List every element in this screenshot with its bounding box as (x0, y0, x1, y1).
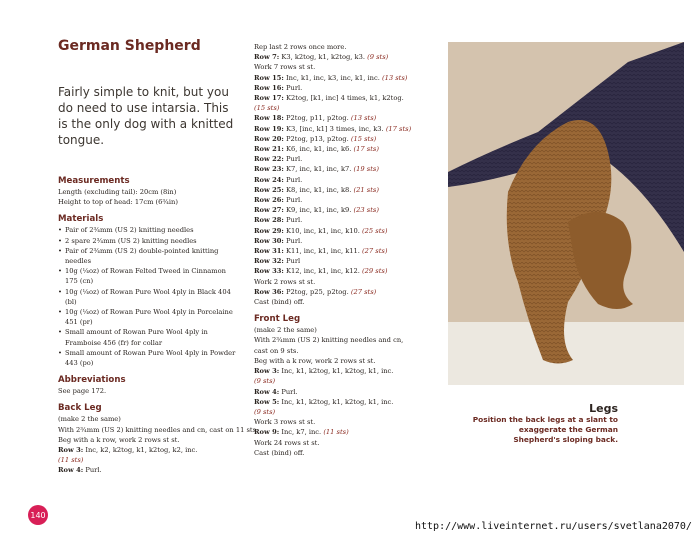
instruction-line (254, 164, 444, 174)
materials-list (58, 225, 238, 368)
instruction-text: Cast (bind) off. (254, 448, 305, 457)
stitch-count: (9 sts) (254, 407, 276, 416)
instruction-text: K12, inc, k1, inc, k12. (283, 267, 363, 276)
row-label: Row 24: (254, 175, 284, 184)
row-label: Row 4: (58, 466, 84, 475)
instruction-line (254, 103, 444, 113)
back-leg-instructions (58, 414, 259, 475)
stitch-count: (9 sts) (254, 377, 276, 386)
row-label: Row 36: (254, 287, 284, 296)
instruction-line (58, 414, 238, 424)
stitch-count: (13 sts) (381, 73, 408, 82)
front-leg-heading: Front Leg (254, 314, 301, 325)
instruction-line (254, 397, 444, 407)
instruction-text: K11, inc, k1, inc, k11. (283, 247, 363, 256)
instruction-text: Beg with a k row, work 2 rows st st. (58, 435, 180, 444)
instruction-line (254, 226, 444, 236)
instruction-text: (make 2 the same) (254, 326, 317, 335)
instruction-text: P2tog, p25, p2tog. (283, 287, 351, 296)
row-label: Row 18: (254, 114, 284, 123)
instruction-text: With 2¾mm (US 2) knitting needles and cn, (254, 336, 404, 345)
instruction-line (254, 52, 444, 62)
stitch-count: (23 sts) (353, 206, 379, 215)
knitted-dog-photo (448, 42, 684, 385)
instruction-text: Inc, k1, k2tog, k1, k2tog, k1, inc. (279, 367, 394, 376)
instruction-text: Inc, k7, inc. (279, 428, 324, 437)
intro-text: Fairly simple to knit, but you do need to use intarsia. This is the only dog with a knitted tongue. (58, 85, 234, 147)
instruction-text: Purl. (283, 155, 303, 164)
material-item: • Small amount of Rowan Pure Wool 4ply in Framboise 456 (fr) for collar (58, 327, 238, 347)
left-column (58, 176, 259, 483)
instruction-text: Purl. (283, 236, 303, 245)
instruction-line (254, 73, 444, 83)
watermark-url: http://www.liveinternet.ru/users/svetlana2070/ (415, 521, 692, 532)
instruction-line (58, 455, 238, 465)
instruction-text: Purl. (283, 196, 303, 205)
instruction-line (254, 144, 444, 154)
instruction-line (58, 445, 238, 455)
instruction-line (254, 407, 444, 417)
row-label: Row 29: (254, 226, 284, 235)
instruction-line (254, 376, 444, 386)
row-label: Row 9: (254, 428, 280, 437)
back-leg-heading: Back Leg (58, 403, 102, 414)
instruction-text: K9, inc, k1, inc, k9. (283, 206, 354, 215)
instruction-text: K7, inc, k1, inc, k7. (283, 165, 354, 174)
instruction-text: K3, k2tog, k1, k2tog, k3. (279, 53, 368, 62)
row-label: Row 21: (254, 145, 284, 154)
instruction-text: Work 2 rows st st. (254, 277, 316, 286)
instruction-text: Purl. (283, 175, 303, 184)
instruction-text: Purl. (283, 216, 303, 225)
instruction-text: Work 7 rows st st. (254, 63, 316, 72)
instruction-line (254, 83, 444, 93)
material-item: • 10g (¼oz) of Rowan Felted Tweed in Cinnamon 175 (cn) (58, 266, 238, 286)
instruction-line (254, 175, 444, 185)
row-label: Row 25: (254, 185, 284, 194)
row-label: Row 19: (254, 124, 284, 133)
instruction-line (254, 297, 444, 307)
row-label: Row 32: (254, 257, 284, 266)
instruction-line (254, 236, 444, 246)
instruction-text: Beg with a k row, work 2 rows st st. (254, 356, 376, 365)
row-label: Row 15: (254, 73, 284, 82)
page-number-badge: 140 (28, 505, 48, 525)
instruction-line (254, 287, 444, 297)
instruction-text: P2tog, p13, p2tog. (283, 134, 351, 143)
row-label: Row 33: (254, 267, 284, 276)
row-label: Row 22: (254, 155, 284, 164)
caption-text: Position the back legs at a slant to exaggerate the German Shepherd's sloping back. (472, 415, 618, 444)
instruction-text: Work 3 rows st st. (254, 418, 316, 427)
measurements-heading: Measurements (58, 176, 130, 186)
photo-caption (470, 402, 618, 445)
instruction-text: Rep last 2 rows once more. (254, 43, 347, 51)
instruction-line (254, 427, 444, 437)
row-label: Row 7: (254, 53, 280, 62)
instruction-text: cast on 9 sts. (254, 346, 299, 355)
front-leg-section (254, 314, 444, 458)
instruction-text: K3, [inc, k1] 3 times, inc, k3. (283, 124, 386, 133)
instruction-line (58, 425, 259, 435)
instruction-text: Cast (bind) off. (254, 298, 305, 307)
right-column (254, 42, 444, 465)
row-label: Row 16: (254, 83, 284, 92)
stitch-count: (11 sts) (58, 456, 84, 465)
instruction-line (254, 215, 444, 225)
front-leg-instructions (254, 325, 444, 458)
instruction-text: Purl (283, 257, 301, 266)
row-label: Row 23: (254, 165, 284, 174)
instruction-line (254, 134, 444, 144)
row-label: Row 17: (254, 94, 284, 103)
row-label: Row 5: (254, 397, 280, 406)
row-label: Row 30: (254, 236, 284, 245)
instruction-text: (make 2 the same) (58, 415, 121, 424)
instruction-line (254, 387, 444, 397)
stitch-count: (13 sts) (350, 114, 377, 123)
instruction-text: Purl. (83, 466, 102, 475)
page-title: German Shepherd (58, 38, 201, 54)
instruction-line (254, 346, 444, 356)
material-item: • 2 spare 2¾mm (US 2) knitting needles (58, 236, 238, 246)
instruction-text: K2tog, [k1, inc] 4 times, k1, k2tog. (283, 94, 404, 103)
abbreviations-heading: Abbreviations (58, 375, 126, 386)
stitch-count: (21 sts) (353, 185, 379, 194)
material-item: • 10g (¼oz) of Rowan Pure Wool 4ply in Black 404 (bl) (58, 287, 238, 307)
instruction-text: Inc, k2, k2tog, k1, k2tog, k2, inc. (83, 446, 198, 455)
instruction-text: Inc, k1, inc, k3, inc, k1, inc. (283, 73, 382, 82)
stitch-count: (15 sts) (254, 104, 280, 113)
row-label: Row 28: (254, 216, 284, 225)
instruction-text: With 2¾mm (US 2) knitting needles and cn, cast on 11 sts. (58, 425, 259, 434)
materials-section (58, 214, 238, 368)
instruction-text: K10, inc, k1, inc, k10. (283, 226, 363, 235)
stitch-count: (29 sts) (362, 267, 388, 276)
measurement-line: Height to top of head: 17cm (6¾in) (58, 198, 178, 207)
instruction-line (254, 62, 444, 72)
row-label: Row 3: (254, 367, 280, 376)
material-item: • Pair of 2¾mm (US 2) double-pointed knitting needles (58, 246, 238, 266)
abbreviations-section (58, 375, 238, 396)
row-label: Row 3: (58, 446, 84, 455)
instruction-line (254, 335, 444, 345)
instruction-line (254, 417, 444, 427)
stitch-count: (15 sts) (350, 134, 377, 143)
stitch-count: (11 sts) (323, 428, 349, 437)
instruction-text: Work 24 rows st st. (254, 438, 320, 447)
instruction-line (254, 195, 444, 205)
material-item: • Small amount of Rowan Pure Wool 4ply in Powder 443 (po) (58, 348, 238, 368)
back-leg-section (58, 403, 259, 475)
instruction-line (58, 465, 238, 475)
instruction-line (254, 42, 444, 52)
instruction-text: K6, inc, k1, inc, k6. (283, 145, 354, 154)
material-item: • 10g (¼oz) of Rowan Pure Wool 4ply in Porcelaine 451 (pr) (58, 307, 238, 327)
row-label: Row 31: (254, 247, 284, 256)
instruction-line (58, 435, 238, 445)
back-leg-rows (254, 42, 444, 307)
instruction-line (254, 266, 444, 276)
instruction-text: Purl. (279, 387, 298, 396)
stitch-count: (17 sts) (353, 145, 379, 154)
abbreviations-text: See page 172. (58, 387, 107, 396)
instruction-line (254, 154, 444, 164)
instruction-line (254, 256, 444, 266)
instruction-line (254, 185, 444, 195)
materials-heading: Materials (58, 214, 104, 225)
dog-leg-illustration (448, 42, 684, 385)
stitch-count: (9 sts) (367, 53, 389, 62)
row-label: Row 4: (254, 387, 280, 396)
measurement-line: Length (excluding tail): 20cm (8in) (58, 188, 177, 196)
instruction-line (254, 448, 444, 458)
stitch-count: (25 sts) (362, 226, 388, 235)
caption-heading: Legs (589, 402, 618, 415)
instruction-line (254, 205, 444, 215)
instruction-line (254, 366, 444, 376)
stitch-count: (27 sts) (350, 287, 377, 296)
stitch-count: (17 sts) (385, 124, 412, 133)
row-label: Row 27: (254, 206, 284, 215)
measurements-section (58, 176, 238, 207)
instruction-text: Purl. (283, 83, 303, 92)
instruction-line (254, 277, 444, 287)
instruction-line (254, 93, 444, 103)
instruction-text: K8, inc, k1, inc, k8. (283, 185, 354, 194)
instruction-line (254, 124, 444, 134)
instruction-line (254, 113, 444, 123)
stitch-count: (27 sts) (362, 247, 388, 256)
instruction-text: Inc, k1, k2tog, k1, k2tog, k1, inc. (279, 397, 394, 406)
stitch-count: (19 sts) (353, 165, 379, 174)
instruction-text: P2tog, p11, p2tog. (283, 114, 351, 123)
row-label: Row 20: (254, 134, 284, 143)
instruction-line (254, 325, 444, 335)
instruction-line (254, 438, 444, 448)
instruction-line (254, 356, 444, 366)
instruction-line (254, 246, 444, 256)
material-item: • Pair of 2¾mm (US 2) knitting needles (58, 225, 238, 235)
row-label: Row 26: (254, 196, 284, 205)
